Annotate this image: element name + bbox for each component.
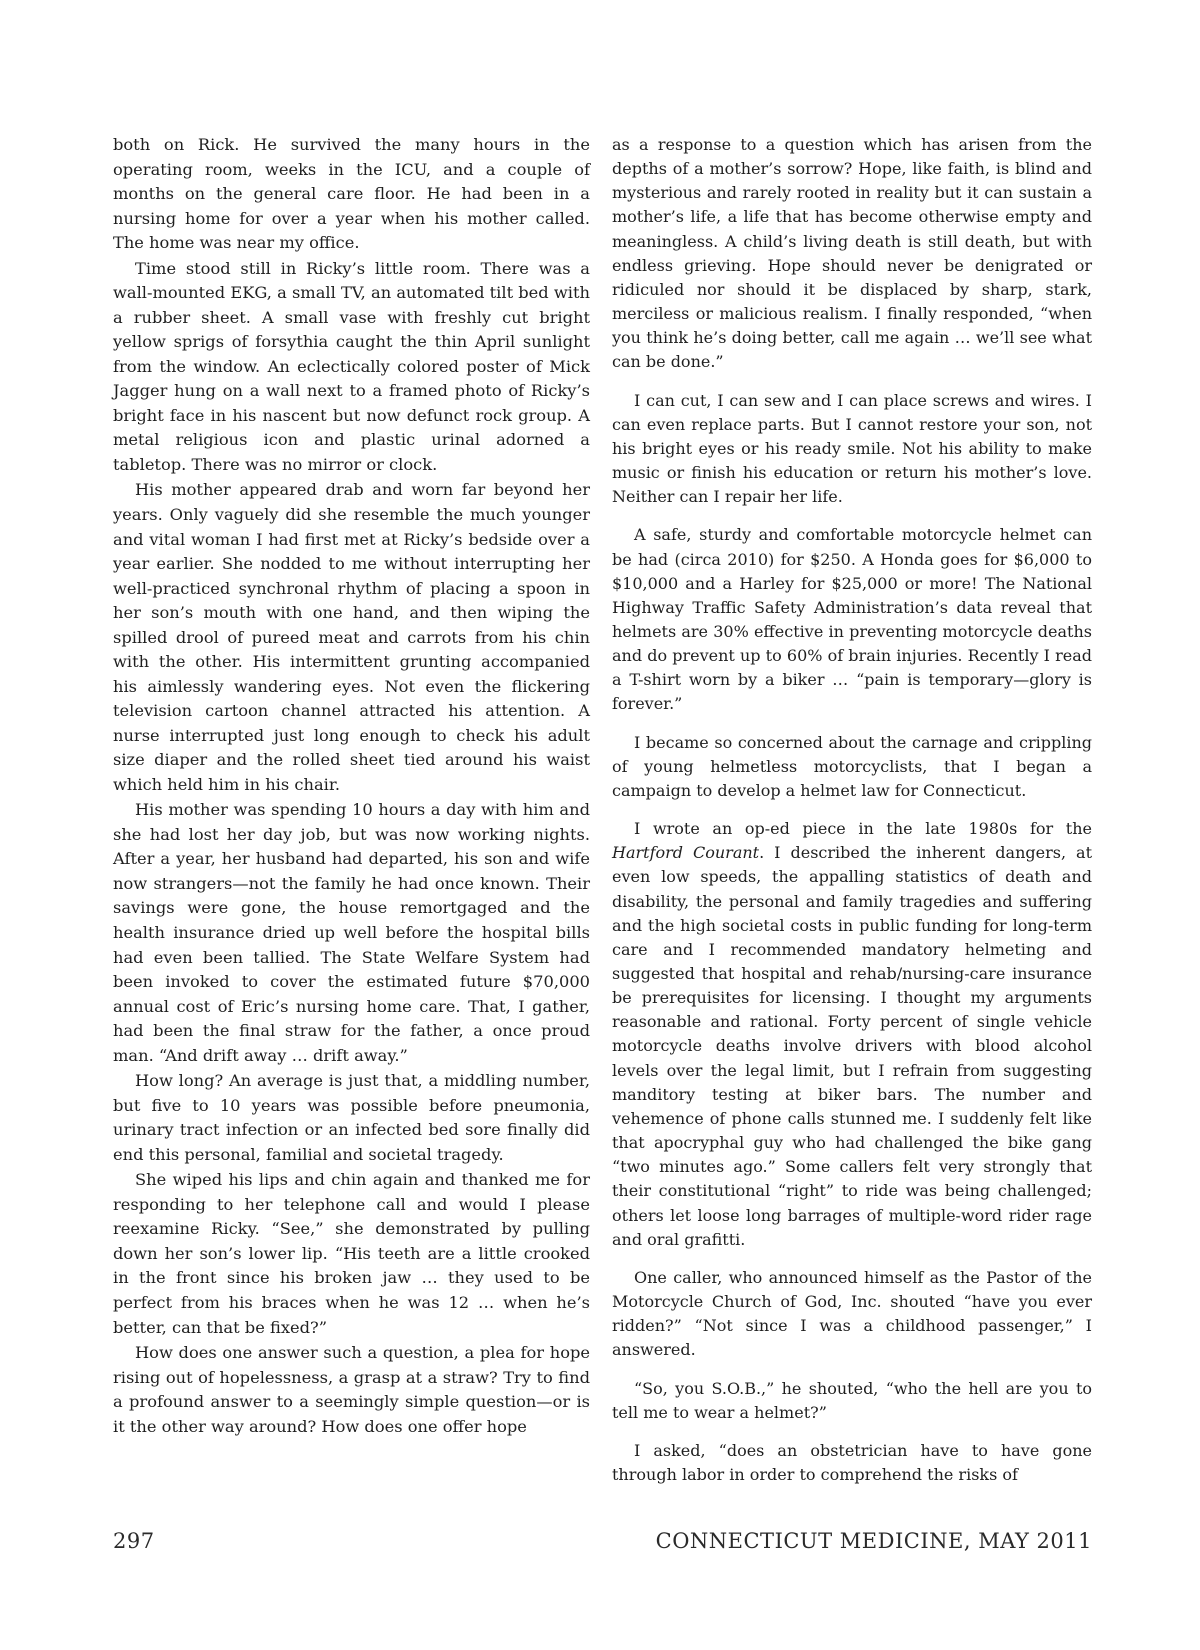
left-paragraph-5: How long? An average is just that, a middling number, but five to 10 years was possible before pneumonia, urinary tract infection or an infected bed sore finally did end this personal, familial and societal tragedy. [113,1071,590,1164]
left-paragraph-1: both on Rick. He survived the many hours in the operating room, weeks in the ICU, and a couple of months on the general care floor. He had been in a nursing home for over a year when his mother called. The home was near my office. [113,135,590,253]
right-paragraph-5-rest: . I described the inherent dangers, at even low speeds, the appalling statistics of death and disability, the personal and family tragedies and suffering and the high societal costs in public funding for long-term care and I recommended mandatory helmeting and suggested that hospital and rehab/nursing-care insurance be prerequisites for licensing. I thought my arguments reasonable and rational. Forty percent of single vehicle motorcycle deaths involve drivers with blood alcohol levels over the legal limit, but I refrain from suggesting manditory testing at biker bars. The number and vehemence of phone calls stunned me. I suddenly felt like that apocryphal guy who had challenged the bike gang “two minutes ago.” Some callers felt very strongly that their constitutional “right” to ride was being challenged; others let loose long barrages of multiple-word rider rage and oral grafitti. [612,843,1093,1249]
journal-name: CONNECTICUT MEDICINE, MAY 2011 [655,1529,1092,1553]
right-column [612,133,1092,1487]
right-paragraph-8: I asked, “does an obstetrician have to have gone through labor in order to comprehend the risks of [612,1440,1092,1484]
right-paragraph-1: as a response to a question which has arisen from the depths of a mother’s sorrow? Hope, like faith, is blind and mysterious and rarely rooted in reality but it can sustain a mother’s life, a life that has become otherwise empty and meaningless. A child’s living death is still death, but with endless grieving. Hope should never be denigrated or ridiculed nor should it be displaced by sharp, stark, merciless or malicious realism. I finally responded, “when you think he’s doing better, call me again … we’ll see what can be done.” [612,135,1092,372]
page-number: 297 [113,1529,155,1553]
newspaper-title: Hartford Courant [612,843,760,863]
right-paragraph-7: “So, you S.O.B.,” he shouted, “who the hell are you to tell me to wear a helmet?” [612,1378,1092,1422]
right-paragraph-5 [612,817,1092,1252]
left-paragraph-7: How does one answer such a question, a plea for hope rising out of hopelessness, a grasp at a straw? Try to find a profound answer to a seemingly simple question—or is it the other way around? How does one offer hope [113,1343,590,1436]
left-paragraph-4: His mother was spending 10 hours a day with him and she had lost her day job, but was now working nights. After a year, her husband had departed, his son and wife now strangers—not the family he had once known. Their savings were gone, the house remortgaged and the health insurance dried up well before the hospital bills had even been tallied. The State Welfare System had been invoked to cover the estimated future $70,000 annual cost of Eric’s nursing home care. That, I gather, had been the final straw for the father, a once proud man. “And drift away … drift away.” [113,800,590,1065]
right-paragraph-5-lead: I wrote an op-ed piece in the late 1980s for the [634,819,1092,839]
right-paragraph-4: I became so concerned about the carnage and crippling of young helmetless motorcyclists, that I began a campaign to develop a helmet law for Connecticut. [612,732,1092,800]
right-paragraph-2: I can cut, I can sew and I can place screws and wires. I can even replace parts. But I cannot restore your son, not his bright eyes or his ready smile. Not his ability to make music or finish his education or return his mother’s love. Neither can I repair her life. [612,390,1092,507]
left-column [113,133,590,1439]
left-paragraph-3: His mother appeared drab and worn far beyond her years. Only vaguely did she resemble the much younger and vital woman I had first met at Ricky’s bedside over a year earlier. She nodded to me without interrupting her well-practiced synchronal rhythm of placing a spoon in her son’s mouth with one hand, and then wiping the spilled drool of pureed meat and carrots from his chin with the other. His intermittent grunting accompanied his aimlessly wandering eyes. Not even the flickering television cartoon channel attracted his attention. A nurse interrupted just long enough to check his adult size diaper and the rolled sheet tied around his waist which held him in his chair. [113,480,590,794]
left-paragraph-6: She wiped his lips and chin again and thanked me for responding to her telephone call and would I please reexamine Ricky. “See,” she demonstrated by pulling down her son’s lower lip. “His teeth are a little crooked in the front since his broken jaw … they used to be perfect from his braces when he was 12 … when he’s better, can that be fixed?” [113,1170,590,1337]
right-paragraph-6: One caller, who announced himself as the Pastor of the Motorcycle Church of God, Inc. shouted “have you ever ridden?” “Not since I was a childhood passenger,” I answered. [612,1267,1092,1360]
left-paragraph-2: Time stood still in Ricky’s little room. There was a wall-mounted EKG, a small TV, an automated tilt bed with a rubber sheet. A small vase with freshly cut bright yellow sprigs of forsythia caught the thin April sunlight from the window. An eclectically colored poster of Mick Jagger hung on a wall next to a framed photo of Ricky’s bright face in his nascent but now defunct rock group. A metal religious icon and plastic urinal adorned a tabletop. There was no mirror or clock. [113,258,590,474]
right-paragraph-3: A safe, sturdy and comfortable motorcycle helmet can be had (circa 2010) for $250. A Honda goes for $6,000 to $10,000 and a Harley for $25,000 or more! The National Highway Traffic Safety Administration’s data reveal that helmets are 30% effective in preventing motorcycle deaths and do prevent up to 60% of brain injuries. Recently I read a T-shirt worn by a biker … “pain is temporary—glory is forever.” [612,525,1092,714]
